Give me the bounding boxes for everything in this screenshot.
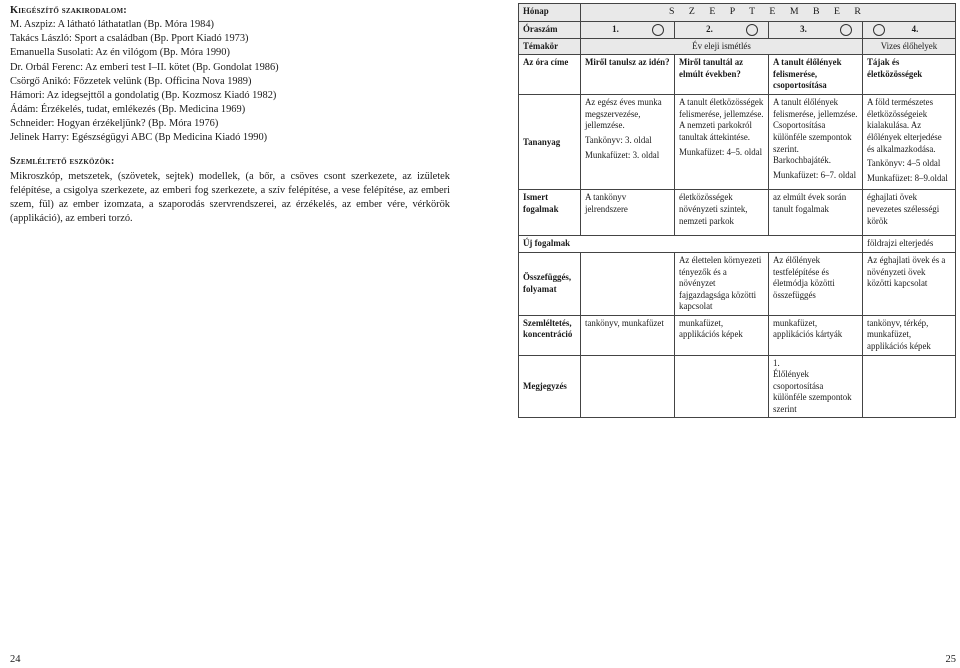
right-page bbox=[518, 3, 955, 418]
literature-item: Csörgő Anikó: Főzzetek velünk (Bp. Officina Nova 1989) bbox=[10, 75, 252, 87]
literature-item: Hámori: Az idegsejttől a gondolatig (Bp. Kozmosz Kiadó 1982) bbox=[10, 89, 277, 101]
known-cell: éghajlati övek nevezetes szélességi körök bbox=[863, 190, 956, 236]
checkbox-circle-icon bbox=[840, 24, 852, 36]
lesson-3: 3. bbox=[769, 21, 863, 38]
row-label: Tananyag bbox=[519, 95, 581, 190]
material-cell: Az egész éves munka megszervezése, jellemzése. Tankönyv: 3. oldal Munkafüzet: 3. oldal bbox=[581, 95, 675, 190]
literature-item: Ádám: Érzékelés, tudat, emlékezés (Bp. Medicina 1969) bbox=[10, 103, 246, 115]
month-row bbox=[519, 4, 956, 22]
lesson-title: Miről tanultál az elmúlt években? bbox=[675, 55, 769, 95]
new-concepts-row bbox=[519, 236, 956, 253]
known-cell: az elmúlt évek során tanult fogalmak bbox=[769, 190, 863, 236]
known-cell: A tankönyv jelrendszere bbox=[581, 190, 675, 236]
known-concepts-row bbox=[519, 190, 956, 236]
checkbox-circle-icon bbox=[746, 24, 758, 36]
row-label: Szemléltetés, koncentráció bbox=[519, 315, 581, 355]
title-row bbox=[519, 55, 956, 95]
topic-water: Vizes élőhelyek bbox=[863, 38, 956, 55]
page-number-right: 25 bbox=[945, 654, 956, 665]
lesson-4: 4. bbox=[863, 21, 956, 38]
page-number-left: 24 bbox=[10, 654, 21, 665]
aid-cell: tankönyv, térkép, munkafüzet, applikációs képek bbox=[863, 315, 956, 355]
relation-cell: Az élettelen környezeti tényezők és a növényzet fajgazdagsága közötti kapcsolat bbox=[675, 252, 769, 315]
material-cell: A tanult élőlények felismerése, jellemzése. Csoportosítása különféle szempontok szerint. Barkochbajáték. Munkafüzet: 6–7. oldal bbox=[769, 95, 863, 190]
notes-cell: 1. Élőlények csoportosítása különféle szempontok szerint bbox=[769, 355, 863, 418]
lesson-plan-table bbox=[518, 3, 956, 418]
month-label: Hónap bbox=[519, 4, 581, 22]
relation-cell bbox=[581, 252, 675, 315]
lesson-title: Miről tanulsz az idén? bbox=[581, 55, 675, 95]
month-name: S Z E P T E M B E R bbox=[581, 4, 956, 22]
aids-row bbox=[519, 315, 956, 355]
lesson-number-row bbox=[519, 21, 956, 38]
material-cell: A tanult életközösségek felismerése, jellemzése. A nemzeti parkokról tanultak áttekintése. Munkafüzet: 4–5. oldal bbox=[675, 95, 769, 190]
literature-item: Dr. Orbál Ferenc: Az emberi test I–II. kötet (Bp. Gondolat 1986) bbox=[10, 61, 279, 73]
notes-cell bbox=[675, 355, 769, 418]
relation-cell: Az éghajlati övek és a növényzeti övek közötti kapcsolat bbox=[863, 252, 956, 315]
literature-item: Jelinek Harry: Egészségügyi ABC (Bp Medicina Kiadó 1990) bbox=[10, 132, 268, 144]
literature-item: Emanuella Susolati: Az én vilógom (Bp. Móra 1990) bbox=[10, 47, 230, 59]
topic-label: Témakör bbox=[519, 38, 581, 55]
topic-row bbox=[519, 38, 956, 55]
literature-item: Takács László: Sport a családban (Bp. Pport Kiadó 1973) bbox=[10, 33, 249, 45]
literature-list bbox=[10, 18, 450, 145]
lesson-title: Tájak és életközösségek bbox=[863, 55, 956, 95]
literature-item: M. Aszpiz: A látható láthatatlan (Bp. Móra 1984) bbox=[10, 19, 215, 31]
material-cell: A föld természetes életközösségeiek kialakulása. Az élőlények elterjedése és alkalmazkodása. Tankönyv: 4–5 oldal Munkafüzet: 8–9.oldal bbox=[863, 95, 956, 190]
row-label: Megjegyzés bbox=[519, 355, 581, 418]
notes-row bbox=[519, 355, 956, 418]
relations-row bbox=[519, 252, 956, 315]
row-label: Új fogalmak bbox=[519, 236, 863, 253]
lesson-title: A tanult élőlények felismerése, csoportosítása bbox=[769, 55, 863, 95]
notes-cell bbox=[581, 355, 675, 418]
aid-cell: tankönyv, munkafüzet bbox=[581, 315, 675, 355]
aid-cell: munkafüzet, applikációs kártyák bbox=[769, 315, 863, 355]
lesson-2: 2. bbox=[675, 21, 769, 38]
aid-cell: munkafüzet, applikációs képek bbox=[675, 315, 769, 355]
hour-label: Óraszám bbox=[519, 21, 581, 38]
row-label: Összefüggés, folyamat bbox=[519, 252, 581, 315]
checkbox-circle-icon bbox=[873, 24, 885, 36]
checkbox-circle-icon bbox=[652, 24, 664, 36]
tools-heading: Szemléltető eszközök: bbox=[10, 156, 115, 168]
tools-text: Mikroszkóp, metszetek, (szövetek, sejtek) modellek, (a bőr, a csöves csont szerkezete, az izületek felépítése, a csigolya szerkezete, az emberi fog szerkezete, a szív felépítése, a vese felépítése, az emberi szem, fül) az ember izomzata, a szaporodás szervrendszerei, az érzékelés, az ember vére, vérkörök (applikáció), az emberi torzó. bbox=[10, 170, 450, 224]
row-label: Az óra címe bbox=[519, 55, 581, 95]
known-cell: életközösségek növényzeti szintek, nemzeti parkok bbox=[675, 190, 769, 236]
material-row bbox=[519, 95, 956, 190]
new-concept-cell: földrajzi elterjedés bbox=[863, 236, 956, 253]
topic-review: Év eleji ismétlés bbox=[581, 38, 863, 55]
relation-cell: Az élőlények testfelépítése és életmódja közötti összefüggés bbox=[769, 252, 863, 315]
left-page bbox=[10, 4, 450, 226]
lesson-1: 1. bbox=[581, 21, 675, 38]
literature-heading: Kiegészítő szakirodalom: bbox=[10, 5, 127, 16]
literature-item: Schneider: Hogyan érzékeljünk? (Bp. Móra 1976) bbox=[10, 118, 219, 130]
row-label: Ismert fogalmak bbox=[519, 190, 581, 236]
notes-cell bbox=[863, 355, 956, 418]
